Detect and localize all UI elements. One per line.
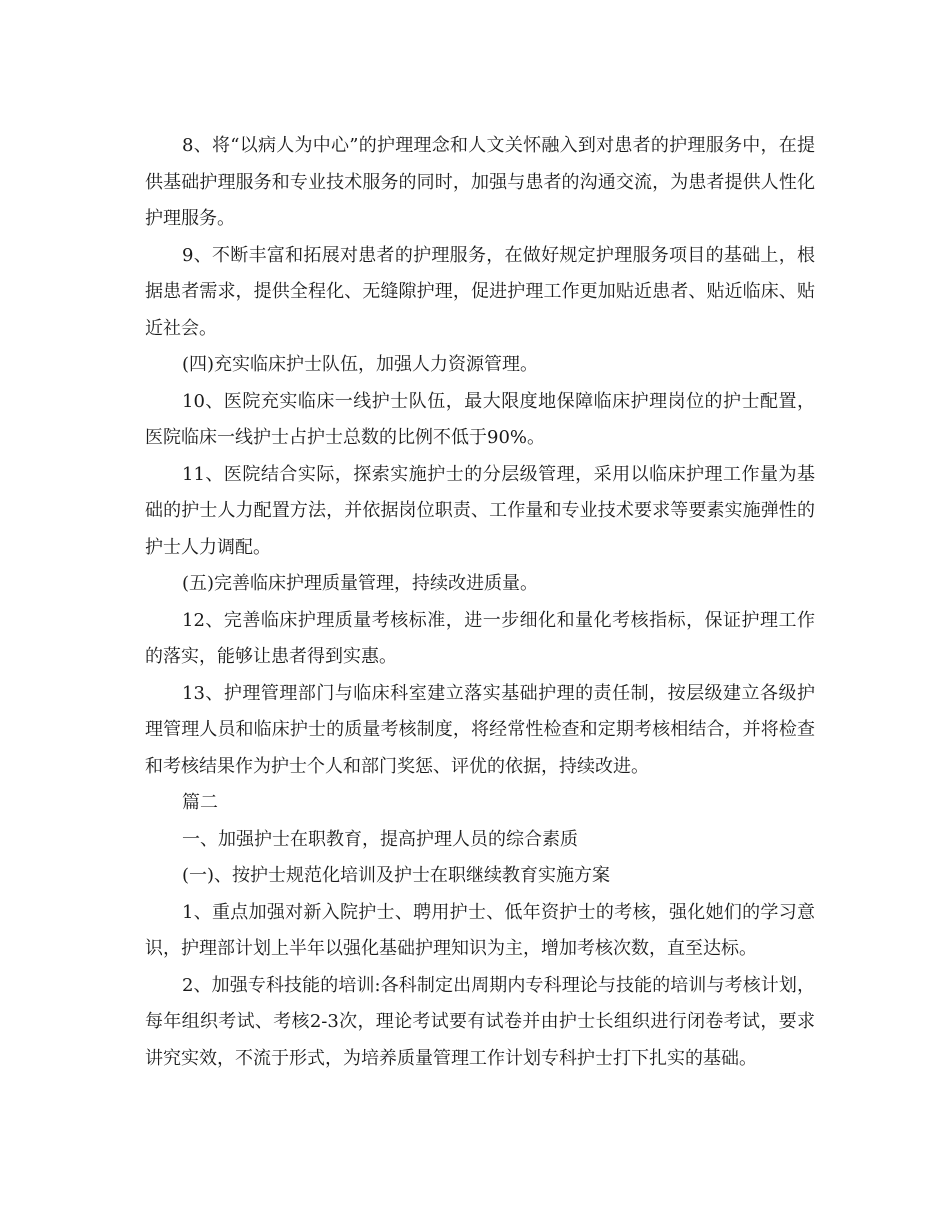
paragraph-item-12: 12、完善临床护理质量考核标准，进一步细化和量化考核指标，保证护理工作的落实，能够让患者得到实惠。 [145,609,815,667]
paragraph-item-9: 9、不断丰富和拓展对患者的护理服务，在做好规定护理服务项目的基础上，根据患者需求，提供全程化、无缝隙护理，促进护理工作更加贴近患者、贴近临床、贴近社会。 [145,244,815,339]
subsection-heading-1: (一)、按护士规范化培训及护士在职继续教育实施方案 [182,865,611,886]
paragraph-item-11: 11、医院结合实际，探索实施护士的分层级管理，采用以临床护理工作量为基础的护士人力配置方法，并依据岗位职责、工作量和专业技术要求等要素实施弹性的护士人力调配。 [145,463,815,558]
paragraph-item-8: 8、将“以病人为中心”的护理理念和人文关怀融入到对患者的护理服务中，在提供基础护理服务和专业技术服务的同时，加强与患者的沟通交流，为患者提供人性化护理服务。 [145,135,815,229]
paragraph-item-2: 2、加强专科技能的培训:各科制定出周期内专科理论与技能的培训与考核计划，每年组织考试、考核2-3次，理论考试要有试卷并由护士长组织进行闭卷考试，要求讲究实效，不流于形式，为培养质量管理工作计划专科护士打下扎实的基础。 [145,974,815,1069]
chapter-heading-1: 一、加强护士在职教育，提高护理人员的综合素质 [182,828,578,850]
section-heading-4: (四)充实临床护士队伍，加强人力资源管理。 [182,354,539,375]
section-heading-5: (五)完善临床护理质量管理，持续改进质量。 [182,573,539,594]
paragraph-item-13: 13、护理管理部门与临床科室建立落实基础护理的责任制，按层级建立各级护理管理人员和临床护士的质量考核制度，将经常性检查和定期考核相结合，并将检查和考核结果作为护士个人和部门奖惩、评优的依据，持续改进。 [145,682,815,777]
paragraph-item-1: 1、重点加强对新入院护士、聘用护士、低年资护士的考核，强化她们的学习意识，护理部计划上半年以强化基础护理知识为主，增加考核次数，直至达标。 [145,901,815,959]
part-two-heading: 篇二 [182,792,218,813]
paragraph-item-10: 10、医院充实临床一线护士队伍，最大限度地保障临床护理岗位的护士配置，医院临床一线护士占护士总数的比例不低于90%。 [145,390,815,448]
document-body [145,128,815,1077]
